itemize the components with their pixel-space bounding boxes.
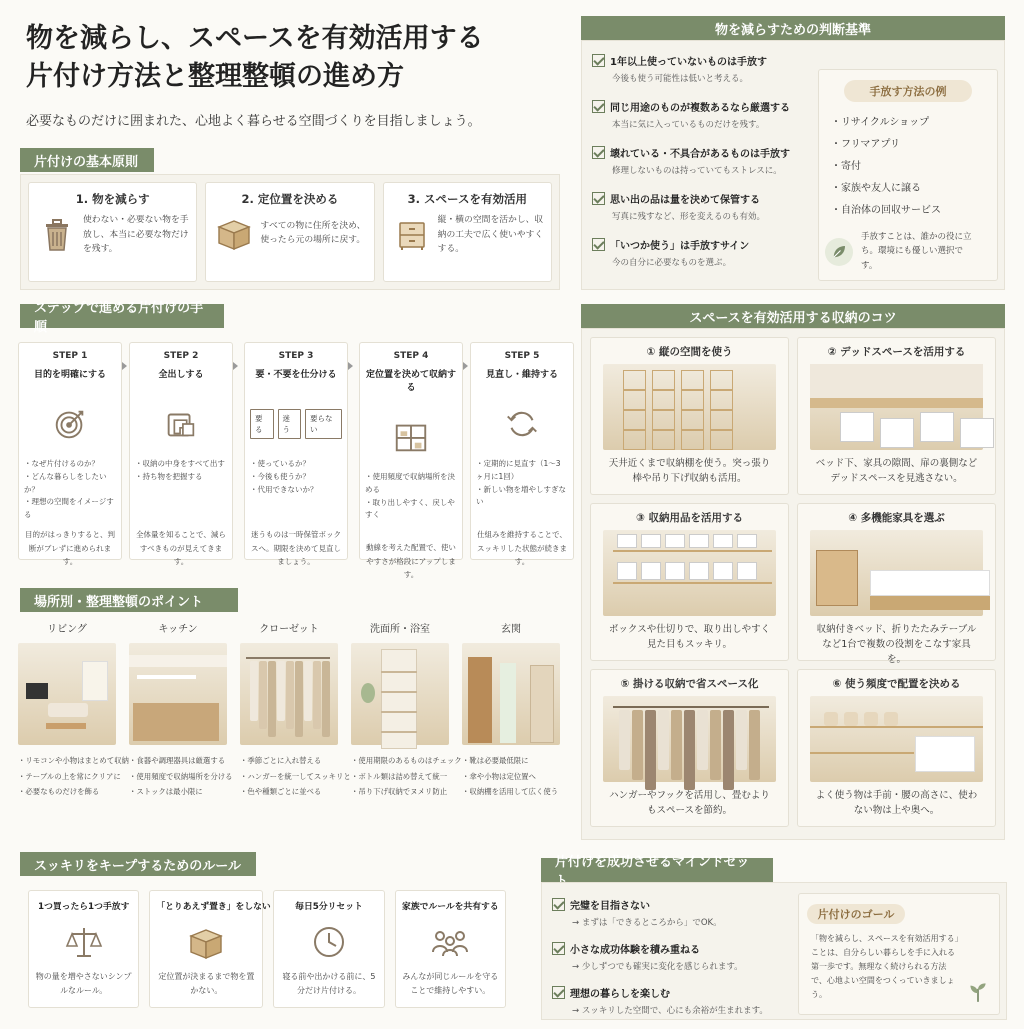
place-bullet: ・ 使用期限のあるものはチェック xyxy=(351,753,449,769)
place-name: リビング xyxy=(47,624,87,635)
method-item: ・ 自治体の回収サービス xyxy=(831,200,997,222)
storage-tip xyxy=(590,503,789,661)
sort-box-label: 要らない xyxy=(305,409,342,439)
principle-title: 2. 定位置を決める xyxy=(241,192,339,206)
goal-title: 片付けのゴール xyxy=(807,904,905,924)
storage-tip-title: ⑥ 使う頻度で配置を決める xyxy=(832,678,961,690)
step-label: STEP 2 xyxy=(163,351,199,361)
criteria-title: 「いつか使う」は手放すサイン xyxy=(610,241,750,252)
checkbox-icon xyxy=(592,146,605,159)
step-note: 迷うものは一時保管ボックスへ。期限を決めて見直しましょう。 xyxy=(251,530,341,566)
storage-tip-title: ④ 多機能家具を選ぶ xyxy=(848,512,945,524)
storage-tip-photo xyxy=(810,530,983,616)
principle-desc: 使わない・必要ない物を手放し、本当に必要な物だけを残す。 xyxy=(83,215,189,254)
step-card xyxy=(359,342,463,579)
step-card xyxy=(18,342,122,566)
step-bullet: ・ どんな暮らしをしたいか？ xyxy=(24,471,116,497)
place-column xyxy=(462,620,560,820)
rule-desc: みんなが同じルールを守ることで維持しやすい。 xyxy=(402,972,499,995)
storage-tip-title: ⑤ 掛ける収納で省スペース化 xyxy=(620,678,759,690)
steps-heading: ステップで進める片付けの手順 xyxy=(20,304,224,328)
step-card xyxy=(244,342,348,566)
step-title: 見直し・維持する xyxy=(485,370,558,380)
step-title: 全出しする xyxy=(158,370,204,380)
checkbox-icon xyxy=(552,898,565,911)
rule-desc: 物の量を増やさないシンプルなルール。 xyxy=(35,972,132,995)
principles-panel xyxy=(20,174,560,290)
criteria-panel xyxy=(581,40,1005,290)
mindset-desc: → 少しずつでも確実に変化を感じられます。 xyxy=(572,962,743,972)
storage-tip xyxy=(797,669,996,827)
mindset-title: 小さな成功体験を積み重ねる xyxy=(570,945,700,956)
mindset-heading: 片付けを成功させるマインドセッ xyxy=(541,858,773,882)
step-bullet: ・ 取り出しやすく、戻しやすく xyxy=(365,497,457,523)
sprout-icon xyxy=(965,978,991,1008)
criteria-desc: 写真に残すなど、形を変えるのも有効。 xyxy=(612,212,766,222)
place-bullet: ・ 季節ごとに入れ替える xyxy=(240,753,338,769)
storage-tip-desc: ハンガーやフックを活用し、畳むよりもスペースを節約。 xyxy=(609,790,770,817)
checkbox-icon xyxy=(552,986,565,999)
checkbox-icon xyxy=(552,942,565,955)
place-name: クローゼット xyxy=(259,624,319,635)
place-column xyxy=(18,620,129,820)
storage-tip-desc: 収納付きベッド、折りたたみテーブルなど1台で複数の役割をこなす家具を。 xyxy=(816,624,977,666)
storage-tip-desc: 天井近くまで収納棚を使う。突っ張り棒や吊り下げ収納も活用。 xyxy=(608,458,771,485)
box-icon xyxy=(156,918,256,966)
criteria-title: 壊れている・不具合があるものは手放す xyxy=(610,149,790,160)
checkbox-icon xyxy=(592,54,605,67)
principle-card xyxy=(383,182,552,282)
rule-card xyxy=(28,890,139,1008)
storage-tip-photo xyxy=(810,364,983,450)
step-card xyxy=(470,342,574,566)
methods-note: 手放すことは、誰かの役に立ち。環境にも優しい選択です。 xyxy=(861,232,972,271)
rule-title: 1つ買ったら1つ手放す xyxy=(37,902,130,912)
criteria-item xyxy=(592,145,817,191)
rule-card xyxy=(395,890,506,1008)
step-label: STEP 3 xyxy=(278,351,314,361)
step-bullet: ・ 収納の中身をすべて出す xyxy=(135,458,227,471)
step-title: 要・不要を仕分ける xyxy=(255,370,337,380)
scale-icon xyxy=(35,918,132,966)
place-bullet: ・ ハンガーを統一してスッキリと xyxy=(240,769,338,785)
target-icon xyxy=(51,402,89,446)
mindset-title: 理想の暮らしを楽しむ xyxy=(570,989,670,1000)
step-title: 定位置を決めて収納する xyxy=(365,370,456,393)
sort-boxes-icon xyxy=(250,403,342,439)
storage-tip-photo xyxy=(810,696,983,782)
family-icon xyxy=(402,918,499,966)
step-bullet: ・ なぜ片付けるのか？ xyxy=(24,458,116,471)
step-bullet: ・ 使っているか？ xyxy=(250,458,342,471)
storage-tip-desc: ベッド下、家具の隙間、扉の裏側などデッドスペースを見逃さない。 xyxy=(815,458,978,485)
shelf-icon xyxy=(391,415,431,459)
method-item: ・ リサイクルショップ xyxy=(831,112,997,134)
principle-card xyxy=(28,182,197,282)
step-card xyxy=(129,342,233,566)
place-photo xyxy=(351,643,449,745)
page-header xyxy=(26,20,566,129)
place-bullet: ・ 収納棚を活用して広く使う xyxy=(462,784,560,800)
criteria-title: 同じ用途のものが複数あるなら厳選する xyxy=(610,103,790,114)
rule-title: 毎日5分リセット xyxy=(295,902,363,912)
storage-tip-title: ① 縦の空間を使う xyxy=(646,346,733,358)
place-photo xyxy=(129,643,227,745)
places-heading: 場所別・整理整頓のポイント xyxy=(20,588,238,612)
checkbox-icon xyxy=(592,192,605,205)
methods-title: 手放す方法の例 xyxy=(844,80,972,102)
storage-tip xyxy=(797,337,996,495)
criteria-title: 1年以上使っていないものは手放す xyxy=(610,57,767,68)
place-bullet: ・ 色や種類ごとに並べる xyxy=(240,784,338,800)
checkbox-icon xyxy=(592,100,605,113)
step-label: STEP 5 xyxy=(504,351,540,361)
sort-box-label: 迷う xyxy=(278,409,302,439)
principle-title: 1. 物を減らす xyxy=(75,192,150,206)
leaf-icon xyxy=(825,238,853,266)
step-note: 仕組みを維持することで、スッキリした状態が続きます。 xyxy=(477,530,567,566)
rule-desc: 寝る前や出かける前に、5分だけ片付ける。 xyxy=(282,972,376,995)
principle-desc: すべての物に住所を決め、使ったら元の場所に戻す。 xyxy=(260,220,366,245)
cycle-icon xyxy=(503,402,541,446)
principle-card xyxy=(205,182,374,282)
place-name: キッチン xyxy=(158,624,198,635)
place-bullet: ・ 吊り下げ収納でヌメリ防止 xyxy=(351,784,449,800)
mindset-desc: → スッキリした空間で、心にも余裕が生まれます。 xyxy=(572,1006,768,1016)
rules-heading: スッキリをキープするためのルール xyxy=(20,852,256,876)
criteria-title: 思い出の品は量を決めて保管する xyxy=(610,195,760,206)
method-item: ・ 寄付 xyxy=(831,156,997,178)
criteria-heading: 物を減らすための判断基準 xyxy=(581,16,1005,40)
step-bullet: ・ 定期的に見直す（1〜3ヶ月に1回） xyxy=(476,458,568,484)
rule-card xyxy=(273,890,384,1008)
method-item: ・ フリマアプリ xyxy=(831,134,997,156)
mindset-item xyxy=(552,985,797,1029)
step-bullet: ・ 新しい物を増やしすぎない xyxy=(476,484,568,510)
goal-box xyxy=(798,893,1000,1015)
step-arrow-icon xyxy=(233,362,238,370)
step-bullet: ・ 持ち物を把握する xyxy=(135,471,227,484)
storage-tip-title: ② デッドスペースを活用する xyxy=(827,346,966,358)
step-note: 目的がはっきりすると、判断がブレずに進められます。 xyxy=(25,530,115,566)
step-arrow-icon xyxy=(463,362,468,370)
storage-tip-photo xyxy=(603,364,776,450)
rule-title: 家族でルールを共有する xyxy=(402,902,499,912)
step-arrow-icon xyxy=(348,362,353,370)
place-name: 洗面所・浴室 xyxy=(370,624,430,635)
place-bullet: ・ ボトル類は詰め替えて統一 xyxy=(351,769,449,785)
place-photo xyxy=(240,643,338,745)
checkbox-icon xyxy=(592,238,605,251)
rule-card xyxy=(149,890,271,1008)
mindset-title: 完璧を目指さない xyxy=(570,901,650,912)
rule-desc: 定位置が決まるまで物を置かない。 xyxy=(158,972,255,995)
page-title-line1: 物を減らし、スペースを有効活用する xyxy=(26,23,484,54)
place-bullet: ・ 食器や調理器具は厳選する xyxy=(129,753,227,769)
place-column xyxy=(351,620,462,820)
step-bullet: ・ 代用できないか？ xyxy=(250,484,342,497)
place-photo xyxy=(18,643,116,745)
criteria-desc: 修理しないものは持っていてもストレスに。 xyxy=(612,166,782,176)
place-bullet: ・ 傘や小物は定位置へ xyxy=(462,769,560,785)
principles-heading: 片付けの基本原則 xyxy=(20,148,154,172)
step-arrow-icon xyxy=(122,362,127,370)
principle-desc: 縦・横の空間を活かし、収納の工夫で広く使いやすくする。 xyxy=(437,215,544,254)
storage-tip-desc: よく使う物は手前・腰の高さに、使わない物は上や奥へ。 xyxy=(815,790,978,817)
place-bullet: ・ 靴は必要最低限に xyxy=(462,753,560,769)
place-column xyxy=(240,620,351,820)
step-bullet: ・ 理想の空間をイメージする xyxy=(24,496,116,522)
mindset-panel xyxy=(541,882,1007,1020)
step-label: STEP 1 xyxy=(52,351,88,361)
rule-title: 「とりあえず置き」をしない xyxy=(156,902,271,912)
criteria-desc: 本当に気に入っているものだけを残す。 xyxy=(612,120,765,130)
storage-tip-photo xyxy=(603,530,776,616)
page-title-line2: 片付け方法と整理整頓の進め方 xyxy=(26,61,404,92)
place-photo xyxy=(462,643,560,745)
step-bullet: ・ 使用頻度で収納場所を決める xyxy=(365,471,457,497)
mindset-item xyxy=(552,941,797,985)
box-icon xyxy=(212,213,256,253)
trash-icon xyxy=(35,215,79,255)
step-bullet: ・ 今後も使うか？ xyxy=(250,471,342,484)
storage-tip xyxy=(590,669,789,827)
storage-tip-desc: ボックスや仕切りで、取り出しやすく見た目もスッキリ。 xyxy=(608,624,771,651)
storage-tip-photo xyxy=(603,696,776,782)
storage-tip-title: ③ 収納用品を活用する xyxy=(635,512,744,524)
place-name: 玄関 xyxy=(501,624,521,635)
storage-tip xyxy=(590,337,789,495)
step-note: 全体量を知ることで、減らすべきものが見えてきます。 xyxy=(136,530,226,566)
criteria-item xyxy=(592,53,817,99)
storage-tip xyxy=(797,503,996,666)
place-bullet: ・ 使用頻度で収納場所を分ける xyxy=(129,769,227,785)
criteria-item xyxy=(592,191,817,237)
criteria-item xyxy=(592,99,817,145)
place-column xyxy=(129,620,233,820)
principle-title: 3. スペースを有効活用 xyxy=(407,192,527,206)
step-note: 動線を考えた配置で、使いやすさが格段にアップします。 xyxy=(366,543,456,579)
goal-text: 「物を減らし、スペースを有効活用する」ことは、自分らしい暮らしを手に入れる第一歩です。無理なく続けられる方法で、心地よい空間をつくっていきましょう。 xyxy=(811,934,959,999)
place-bullet: ・ テーブルの上を常にクリアに xyxy=(18,769,116,785)
drawer-icon xyxy=(390,215,434,255)
criteria-desc: 今後も使う可能性は低いと考える。 xyxy=(612,74,749,84)
mindset-desc: → まずは「できるところから」でOK。 xyxy=(572,918,722,928)
criteria-item xyxy=(592,237,817,283)
place-bullet: ・ 必要なものだけを飾る xyxy=(18,784,116,800)
step-label: STEP 4 xyxy=(393,351,429,361)
place-bullet: ・ ストックは最小限に xyxy=(129,784,227,800)
clothes-pile-icon xyxy=(162,402,200,446)
storage-heading: スペースを有効活用する収納のコツ xyxy=(581,304,1005,328)
criteria-desc: 今の自分に必要なものを選ぶ。 xyxy=(612,258,732,268)
storage-panel xyxy=(581,328,1005,840)
methods-box xyxy=(818,69,998,281)
clock-icon xyxy=(280,918,377,966)
step-title: 目的を明確にする xyxy=(33,370,106,380)
sort-box-label: 要る xyxy=(250,409,274,439)
mindset-item xyxy=(552,897,797,941)
place-bullet: ・ リモコンや小物はまとめて収納 xyxy=(18,753,116,769)
page-subtitle: 必要なものだけに囲まれた、心地よく暮らせる空間づくりを目指しましょう。 xyxy=(26,114,481,129)
method-item: ・ 家族や友人に譲る xyxy=(831,178,997,200)
